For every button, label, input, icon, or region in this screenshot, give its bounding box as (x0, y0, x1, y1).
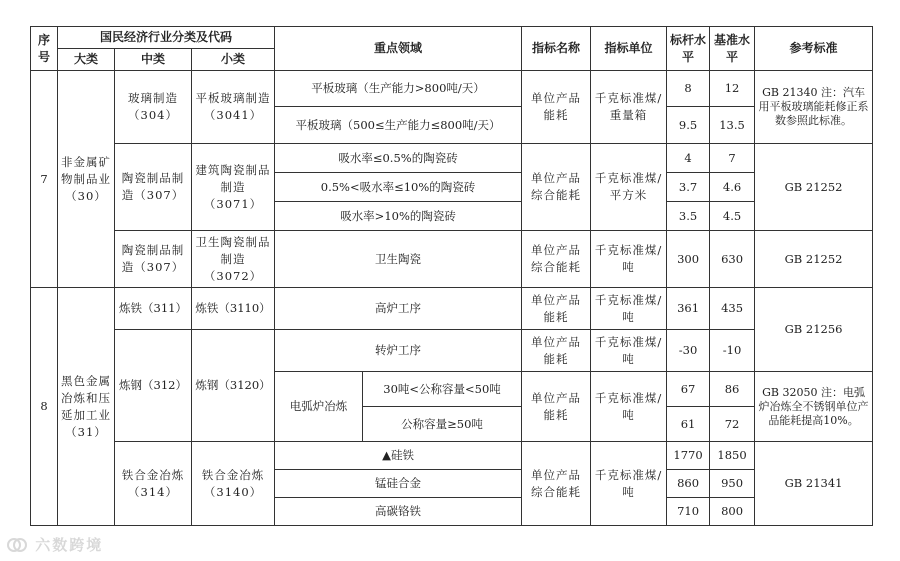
focus-area: 卫生陶瓷 (275, 231, 522, 288)
focus-area: 锰硅合金 (275, 470, 522, 498)
baseline-value: 630 (710, 231, 755, 288)
baseline-value: 86 (710, 372, 755, 407)
header-reference: 参考标准 (755, 27, 873, 71)
header-industry-group: 国民经济行业分类及代码 (58, 27, 275, 49)
baseline-value: 12 (710, 71, 755, 107)
minor-category: 铁合金冶炼（3140） (192, 442, 275, 526)
benchmark-value: 3.7 (667, 173, 710, 202)
focus-area: 高碳铬铁 (275, 498, 522, 526)
seq-cell: 7 (31, 71, 58, 288)
reference-standard: GB 21256 (755, 288, 873, 372)
header-benchmark: 标杆水平 (667, 27, 710, 71)
header-unit: 指标单位 (591, 27, 667, 71)
focus-area: 吸水率>10%的陶瓷砖 (275, 202, 522, 231)
header-focus: 重点领域 (275, 27, 522, 71)
baseline-value: 13.5 (710, 107, 755, 144)
minor-category: 炼钢（3120） (192, 330, 275, 442)
header-major: 大类 (58, 49, 115, 71)
reference-standard: GB 21341 (755, 442, 873, 526)
baseline-value: 7 (710, 144, 755, 173)
focus-area: 0.5%<吸水率≤10%的陶瓷砖 (275, 173, 522, 202)
indicator-name: 单位产品综合能耗 (522, 231, 591, 288)
middle-category: 铁合金冶炼（314） (115, 442, 192, 526)
watermark (6, 534, 103, 555)
baseline-value: 72 (710, 407, 755, 442)
baseline-value: 950 (710, 470, 755, 498)
focus-area: 平板玻璃（500≤生产能力≤800吨/天） (275, 107, 522, 144)
watermark-text: 六数跨境 (35, 536, 104, 554)
baseline-value: 800 (710, 498, 755, 526)
focus-area: 30吨<公称容量<50吨 (363, 372, 522, 407)
focus-area: 转炉工序 (275, 330, 522, 372)
indicator-unit: 千克标准煤/吨 (591, 442, 667, 526)
baseline-value: 435 (710, 288, 755, 330)
middle-category: 炼铁（311） (115, 288, 192, 330)
indicator-name: 单位产品综合能耗 (522, 442, 591, 526)
minor-category: 炼铁（3110） (192, 288, 275, 330)
indicator-unit: 千克标准煤/吨 (591, 372, 667, 442)
header-minor: 小类 (192, 49, 275, 71)
focus-area: 公称容量≥50吨 (363, 407, 522, 442)
indicator-unit: 千克标准煤/吨 (591, 231, 667, 288)
indicator-name: 单位产品能耗 (522, 288, 591, 330)
benchmark-value: 67 (667, 372, 710, 407)
benchmark-value: 361 (667, 288, 710, 330)
benchmark-value: 61 (667, 407, 710, 442)
baseline-value: 4.5 (710, 202, 755, 231)
benchmark-value: -30 (667, 330, 710, 372)
benchmark-value: 1770 (667, 442, 710, 470)
focus-area: 平板玻璃（生产能力>800吨/天） (275, 71, 522, 107)
benchmark-value: 300 (667, 231, 710, 288)
focus-area: 高炉工序 (275, 288, 522, 330)
benchmark-value: 3.5 (667, 202, 710, 231)
focus-group: 电弧炉冶炼 (275, 372, 363, 442)
indicator-name: 单位产品能耗 (522, 330, 591, 372)
benchmark-value: 860 (667, 470, 710, 498)
minor-category: 建筑陶瓷制品制造（3071） (192, 144, 275, 231)
reference-standard: GB 21340 注：汽车用平板玻璃能耗修正系数参照此标准。 (755, 71, 873, 144)
indicator-unit: 千克标准煤/重量箱 (591, 71, 667, 144)
benchmark-value: 9.5 (667, 107, 710, 144)
focus-area: ▲硅铁 (275, 442, 522, 470)
middle-category: 陶瓷制品制造（307） (115, 144, 192, 231)
minor-category: 卫生陶瓷制品制造（3072） (192, 231, 275, 288)
baseline-value: -10 (710, 330, 755, 372)
reference-standard: GB 21252 (755, 144, 873, 231)
watermark-logo-icon (6, 537, 28, 553)
header-baseline: 基准水平 (710, 27, 755, 71)
benchmark-value: 4 (667, 144, 710, 173)
middle-category: 炼钢（312） (115, 330, 192, 442)
baseline-value: 1850 (710, 442, 755, 470)
minor-category: 平板玻璃制造（3041） (192, 71, 275, 144)
benchmark-value: 710 (667, 498, 710, 526)
reference-standard: GB 32050 注：电弧炉冶炼全不锈钢单位产品能耗提高10%。 (755, 372, 873, 442)
indicator-name: 单位产品能耗 (522, 372, 591, 442)
baseline-value: 4.6 (710, 173, 755, 202)
header-middle: 中类 (115, 49, 192, 71)
indicator-unit: 千克标准煤/吨 (591, 330, 667, 372)
indicator-unit: 千克标准煤/平方米 (591, 144, 667, 231)
middle-category: 玻璃制造（304） (115, 71, 192, 144)
major-category: 非金属矿物制品业（30） (58, 71, 115, 288)
indicator-name: 单位产品综合能耗 (522, 144, 591, 231)
benchmark-value: 8 (667, 71, 710, 107)
header-seq: 序号 (31, 27, 58, 71)
indicator-name: 单位产品能耗 (522, 71, 591, 144)
middle-category: 陶瓷制品制造（307） (115, 231, 192, 288)
indicator-unit: 千克标准煤/吨 (591, 288, 667, 330)
focus-area: 吸水率≤0.5%的陶瓷砖 (275, 144, 522, 173)
seq-cell: 8 (31, 288, 58, 526)
header-indicator: 指标名称 (522, 27, 591, 71)
reference-standard: GB 21252 (755, 231, 873, 288)
major-category: 黑色金属冶炼和压延加工业（31） (58, 288, 115, 526)
energy-benchmark-table (30, 26, 873, 526)
